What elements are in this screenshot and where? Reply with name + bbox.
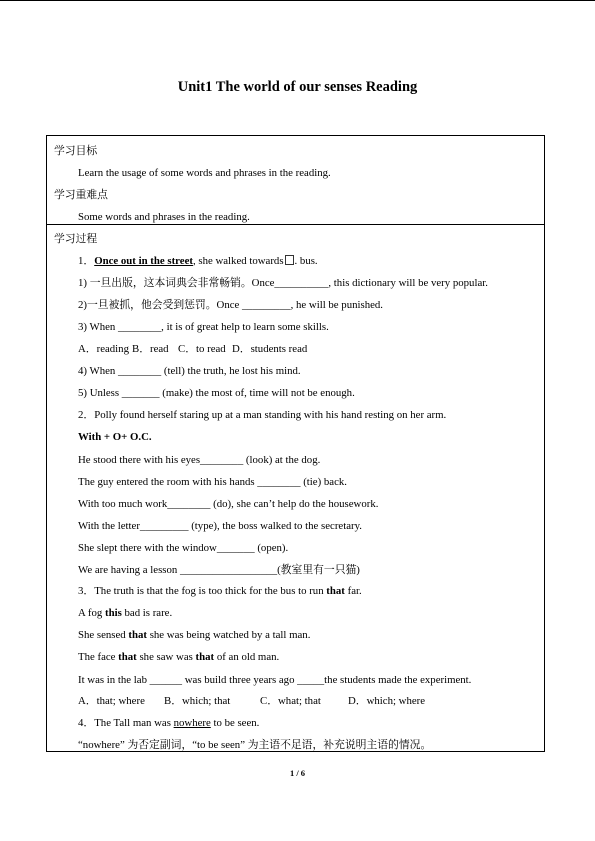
process-heading: 学习过程 xyxy=(54,233,98,245)
example-that-2 xyxy=(78,650,279,664)
with-sentence: With the letter_________ (type), the boss walked to the secretary. xyxy=(78,520,362,532)
item-3-text: 3．The truth is that the fog is too thick for the bus to run xyxy=(78,585,327,597)
item-1-tail: . bus. xyxy=(294,255,318,267)
option-d: D．students read xyxy=(232,343,308,355)
option-b: B．which; that xyxy=(164,695,231,707)
missing-glyph-box xyxy=(285,255,294,265)
question-lab-options xyxy=(78,694,425,708)
item-1-num: 1． xyxy=(78,255,95,267)
item-2: 2．Polly found herself staring up at a man standing with his hand resting on her arm. xyxy=(78,409,447,421)
item-4 xyxy=(78,716,259,730)
item-1-rest: , she walked towards xyxy=(192,255,284,267)
with-sentence: We are having a lesson __________________(教室里有一只猫) xyxy=(78,564,360,576)
table-divider xyxy=(46,224,545,225)
item-3-bold: that xyxy=(326,585,345,597)
question-4: 4) When ________ (tell) the truth, he lost his mind. xyxy=(78,365,301,377)
item-4-tail: to be seen. xyxy=(210,717,260,729)
with-sentence: She slept there with the window_______ (open). xyxy=(78,542,289,554)
item-3-tail: far. xyxy=(344,585,362,597)
question-3: 3) When ________, it is of great help to learn some skills. xyxy=(78,321,329,333)
question-3-options xyxy=(78,342,307,356)
example-text: A fog xyxy=(78,607,105,619)
option-c: C．to read xyxy=(178,343,226,355)
page-title: Unit1 The world of our senses Reading xyxy=(177,79,418,95)
example-tail: of an old man. xyxy=(214,651,280,663)
example-bold: that xyxy=(128,629,147,641)
example-that-1 xyxy=(78,628,310,642)
item-3 xyxy=(78,584,362,598)
option-a: A．that; where xyxy=(78,695,145,707)
example-bold: that xyxy=(118,651,137,663)
goals-text: Learn the usage of some words and phrases in the reading. xyxy=(78,167,331,179)
question-5: 5) Unless _______ (make) the most of, time will not be enough. xyxy=(78,387,355,399)
with-sentence: The guy entered the room with his hands ________ (tie) back. xyxy=(78,476,347,488)
item-4-text: 4．The Tall man was xyxy=(78,717,174,729)
example-text: She sensed xyxy=(78,629,129,641)
example-bold: this xyxy=(105,607,122,619)
option-a: A．reading xyxy=(78,343,129,355)
key-points-heading: 学习重难点 xyxy=(54,189,108,201)
example-this xyxy=(78,606,172,620)
example-tail: bad is rare. xyxy=(121,607,173,619)
item-4-underlined: nowhere xyxy=(173,717,211,729)
key-points-text: Some words and phrases in the reading. xyxy=(78,211,250,223)
header-rule xyxy=(0,0,595,1)
example-tail: she was being watched by a tall man. xyxy=(147,629,311,641)
with-rule: With + O+ O.C. xyxy=(78,431,152,443)
goals-heading: 学习目标 xyxy=(54,145,98,157)
example-text: she saw was xyxy=(136,651,196,663)
with-sentence: He stood there with his eyes________ (look) at the dog. xyxy=(78,454,321,466)
grammar-note: “nowhere” 为否定副词，“to be seen” 为主语不足语，补充说明主语的情况。 xyxy=(78,739,432,751)
option-b: B．read xyxy=(132,343,169,355)
with-sentence: With too much work________ (do), she can’t help do the housework. xyxy=(78,498,379,510)
question-1: 1) 一旦出版，这本词典会非常畅销。Once__________, this dictionary will be very popular. xyxy=(78,277,488,289)
question-2: 2)一旦被抓，他会受到惩罚。Once _________, he will be punished. xyxy=(78,299,383,311)
page-number: 1 / 6 xyxy=(289,768,306,778)
option-d: D．which; where xyxy=(348,695,426,707)
item-1 xyxy=(78,254,318,268)
option-c: C．what; that xyxy=(260,695,321,707)
example-bold: that xyxy=(195,651,215,663)
item-1-phrase: Once out in the street xyxy=(94,255,193,267)
question-lab: It was in the lab ______ was build three years ago _____the students made the experiment. xyxy=(78,674,472,686)
example-text: The face xyxy=(78,651,119,663)
